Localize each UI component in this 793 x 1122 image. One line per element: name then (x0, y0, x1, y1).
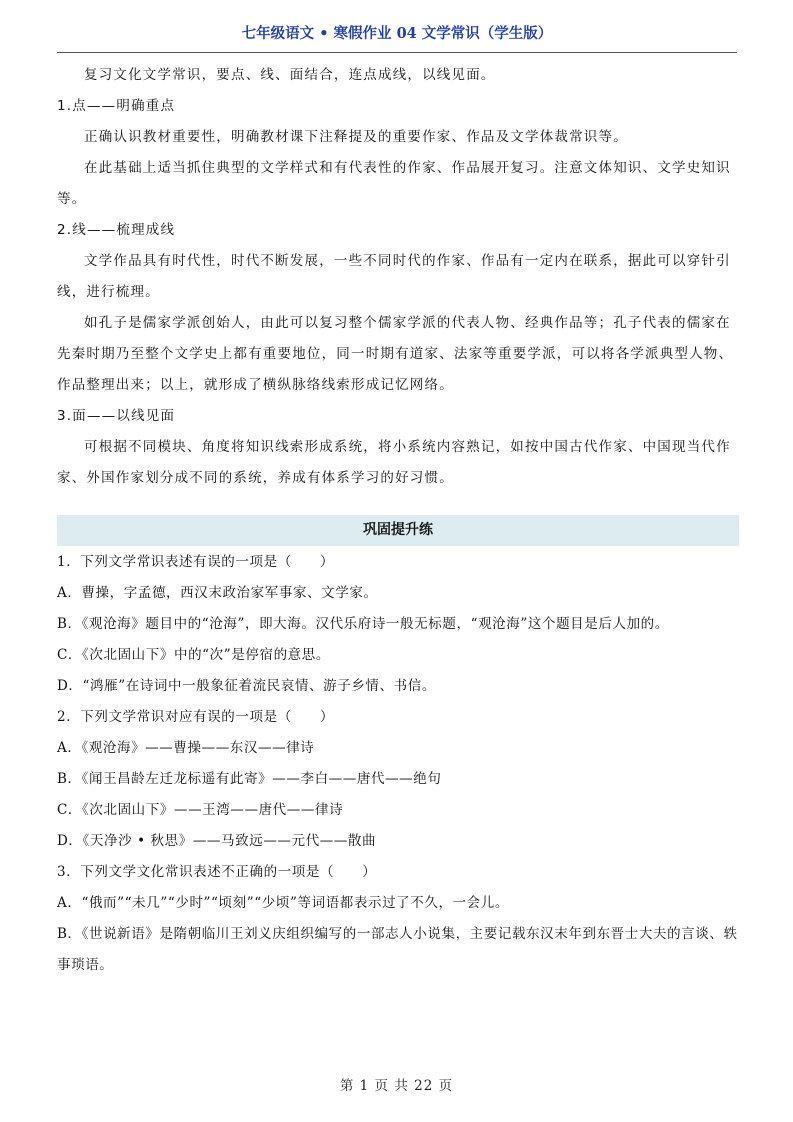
section-banner: 巩固提升练 (57, 515, 739, 546)
page-footer: 第 1 页 共 22 页 (339, 1078, 454, 1094)
intro-heading: 3.面——以线见面 (57, 408, 176, 424)
intro-section (57, 60, 739, 494)
intro-heading: 1.点——明确重点 (57, 98, 176, 114)
question-option: C．《次北固山下》——王湾——唐代——律诗 (57, 802, 344, 818)
intro-paragraph: 文学作品具有时代性，时代不断发展，一些不同时代的作家、作品有一定内在联系，据此可以穿针引线，进行梳理。 (57, 253, 731, 300)
question-option: A．《观沧海》——曹操——东汉——律诗 (57, 740, 315, 756)
question-stem: 3．下列文学文化常识表述不正确的一项是（ ） (57, 864, 377, 880)
question-option: A．曹操，字孟德，西汉末政治家军事家、文学家。 (57, 585, 378, 601)
intro-paragraph: 复习文化文学常识，要点、线、面结合，连点成线，以线见面。 (84, 67, 496, 83)
question-option: D．《天净沙 • 秋思》——马致远——元代——散曲 (57, 833, 377, 849)
question-stem: 2．下列文学常识对应有误的一项是（ ） (57, 709, 335, 725)
question-option: D．“鸿雁”在诗词中一般象征着流民哀情、游子乡情、书信。 (57, 678, 436, 694)
question-option: B．《闻王昌龄左迁龙标遥有此寄》——李白——唐代——绝句 (57, 771, 442, 787)
question-list (57, 547, 739, 981)
question-stem: 1．下列文学常识表述有误的一项是（ ） (57, 554, 335, 570)
intro-paragraph: 可根据不同模块、角度将知识线索形成系统，将小系统内容熟记，如按中国古代作家、中国现当代作家、外国作家划分成不同的系统，养成有体系学习的好习惯。 (57, 439, 731, 486)
question-option: A．“俄而”“未几”“少时”“顷刻”“少顷”等词语都表示过了不久，一会儿。 (57, 895, 509, 911)
question-option: C．《次北固山下》中的“次”是停宿的意思。 (57, 647, 330, 663)
question-option: B．《观沧海》题目中的“沧海”，即大海。汉代乐府诗一般无标题，“观沧海”这个题目是后人加的。 (57, 616, 669, 632)
page-header (57, 18, 737, 53)
intro-paragraph: 正确认识教材重要性，明确教材课下注释提及的重要作家、作品及文学体裁常识等。 (84, 129, 628, 145)
page-content (57, 60, 739, 981)
header-title: 七年级语文 • 寒假作业 04 文学常识（学生版） (241, 25, 553, 42)
intro-paragraph: 如孔子是儒家学派创始人，由此可以复习整个儒家学派的代表人物、经典作品等；孔子代表的儒家在先秦时期乃至整个文学史上都有重要地位，同一时期有道家、法家等重要学派，可以将各学派典型人物、作品整理出来；以上，就形成了横纵脉络线索形成记忆网络。 (57, 315, 734, 393)
intro-heading: 2.线——梳理成线 (57, 222, 176, 238)
intro-paragraph: 在此基础上适当抓住典型的文学样式和有代表性的作家、作品展开复习。注意文体知识、文学史知识等。 (57, 160, 731, 207)
question-option: B．《世说新语》是隋朝临川王刘义庆组织编写的一部志人小说集，主要记载东汉末年到东晋士大夫的言谈、轶事琐语。 (57, 926, 738, 973)
